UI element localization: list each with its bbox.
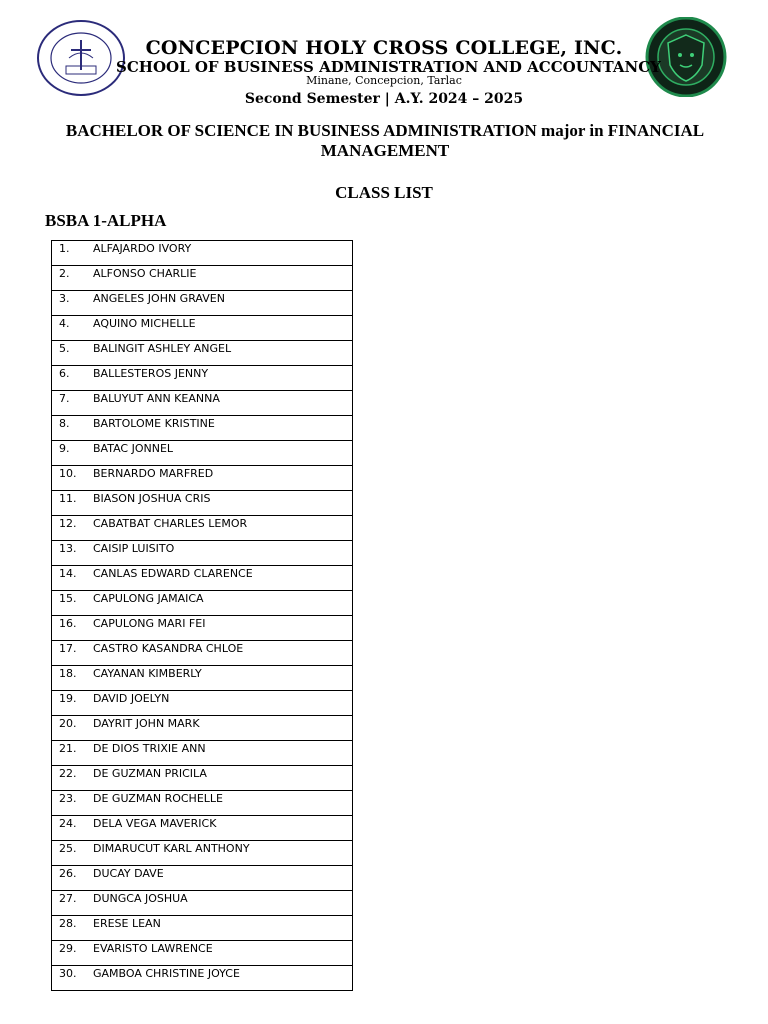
table-row (52, 566, 353, 591)
college-name: CONCEPCION HOLY CROSS COLLEGE, INC. (145, 37, 623, 59)
student-number: 30. (59, 967, 77, 980)
table-row (52, 241, 353, 266)
student-cell (52, 691, 353, 716)
student-cell (52, 316, 353, 341)
student-name: CAYANAN KIMBERLY (93, 667, 202, 680)
student-cell (52, 966, 353, 991)
student-number: 9. (59, 442, 70, 455)
student-name: CABATBAT CHARLES LEMOR (93, 517, 248, 530)
table-row (52, 866, 353, 891)
document-title: CLASS LIST (335, 183, 433, 202)
table-row (52, 366, 353, 391)
student-name: CANLAS EDWARD CLARENCE (93, 567, 253, 580)
table-row (52, 541, 353, 566)
table-row (52, 916, 353, 941)
student-cell (52, 841, 353, 866)
student-number: 5. (59, 342, 70, 355)
student-number: 8. (59, 417, 70, 430)
student-name: DE GUZMAN PRICILA (93, 767, 207, 780)
student-cell (52, 916, 353, 941)
student-cell (52, 291, 353, 316)
student-cell (52, 766, 353, 791)
student-cell (52, 266, 353, 291)
program-title: BACHELOR OF SCIENCE IN BUSINESS ADMINISTRATION major in FINANCIAL MANAGEMENT (65, 121, 705, 160)
table-row (52, 466, 353, 491)
table-row (52, 816, 353, 841)
student-number: 2. (59, 267, 70, 280)
student-name: CAPULONG MARI FEI (93, 617, 206, 630)
student-cell (52, 566, 353, 591)
table-row (52, 591, 353, 616)
student-number: 4. (59, 317, 70, 330)
student-cell (52, 716, 353, 741)
student-cell (52, 466, 353, 491)
student-name: DUNGCA JOSHUA (93, 892, 188, 905)
semester-term: Second Semester | A.Y. 2024 – 2025 (244, 91, 524, 107)
student-name: EVARISTO LAWRENCE (93, 942, 213, 955)
student-cell (52, 941, 353, 966)
student-number: 26. (59, 867, 77, 880)
student-name: CAPULONG JAMAICA (93, 592, 204, 605)
student-name: ALFONSO CHARLIE (93, 267, 197, 280)
student-name: BALUYUT ANN KEANNA (93, 392, 220, 405)
table-row (52, 966, 353, 991)
table-row (52, 641, 353, 666)
student-number: 23. (59, 792, 77, 805)
student-number: 16. (59, 617, 77, 630)
student-name: ALFAJARDO IVORY (93, 242, 192, 255)
student-cell (52, 816, 353, 841)
student-cell (52, 866, 353, 891)
student-number: 20. (59, 717, 77, 730)
student-number: 7. (59, 392, 70, 405)
student-cell (52, 491, 353, 516)
student-number: 27. (59, 892, 77, 905)
student-cell (52, 666, 353, 691)
student-number: 14. (59, 567, 77, 580)
section-name: BSBA 1-ALPHA (45, 211, 167, 230)
student-number: 1. (59, 242, 70, 255)
table-row (52, 316, 353, 341)
table-row (52, 666, 353, 691)
student-number: 13. (59, 542, 77, 555)
student-cell (52, 391, 353, 416)
student-number: 15. (59, 592, 77, 605)
student-name: DE DIOS TRIXIE ANN (93, 742, 206, 755)
student-name: DAYRIT JOHN MARK (93, 717, 200, 730)
student-cell (52, 891, 353, 916)
student-number: 29. (59, 942, 77, 955)
student-cell (52, 441, 353, 466)
student-cell (52, 791, 353, 816)
student-number: 22. (59, 767, 77, 780)
student-name: DAVID JOELYN (93, 692, 170, 705)
table-row (52, 391, 353, 416)
table-row (52, 791, 353, 816)
student-number: 10. (59, 467, 77, 480)
student-cell (52, 341, 353, 366)
student-number: 28. (59, 917, 77, 930)
table-row (52, 741, 353, 766)
table-row (52, 491, 353, 516)
student-name: BALINGIT ASHLEY ANGEL (93, 342, 232, 355)
student-cell (52, 241, 353, 266)
student-name: ERESE LEAN (93, 917, 161, 930)
student-name: DELA VEGA MAVERICK (93, 817, 217, 830)
student-name: BATAC JONNEL (93, 442, 174, 455)
table-row (52, 716, 353, 741)
college-address: Minane, Concepcion, Tarlac (306, 74, 462, 87)
student-cell (52, 541, 353, 566)
table-row (52, 891, 353, 916)
student-number: 17. (59, 642, 77, 655)
student-name: DIMARUCUT KARL ANTHONY (93, 842, 250, 855)
table-row (52, 266, 353, 291)
student-name: CASTRO KASANDRA CHLOE (93, 642, 244, 655)
student-name: BALLESTEROS JENNY (93, 367, 209, 380)
table-row (52, 416, 353, 441)
student-name: ANGELES JOHN GRAVEN (93, 292, 225, 305)
student-cell (52, 366, 353, 391)
student-name: BARTOLOME KRISTINE (93, 417, 215, 430)
student-number: 19. (59, 692, 77, 705)
student-number: 25. (59, 842, 77, 855)
student-cell (52, 616, 353, 641)
table-row (52, 291, 353, 316)
table-row (52, 441, 353, 466)
student-number: 11. (59, 492, 77, 505)
student-name: BERNARDO MARFRED (93, 467, 214, 480)
table-row (52, 516, 353, 541)
class-list-table (51, 240, 353, 991)
student-name: CAISIP LUISITO (93, 542, 175, 555)
student-cell (52, 591, 353, 616)
table-row (52, 341, 353, 366)
student-name: GAMBOA CHRISTINE JOYCE (93, 967, 240, 980)
student-number: 21. (59, 742, 77, 755)
student-number: 12. (59, 517, 77, 530)
school-name: SCHOOL OF BUSINESS ADMINISTRATION AND ACCOUNTANCY (116, 58, 661, 76)
student-cell (52, 416, 353, 441)
student-cell (52, 741, 353, 766)
student-number: 3. (59, 292, 70, 305)
table-row (52, 941, 353, 966)
student-cell (52, 516, 353, 541)
student-number: 24. (59, 817, 77, 830)
student-number: 6. (59, 367, 70, 380)
table-row (52, 841, 353, 866)
student-name: AQUINO MICHELLE (93, 317, 196, 330)
student-number: 18. (59, 667, 77, 680)
table-row (52, 616, 353, 641)
student-cell (52, 641, 353, 666)
student-name: DUCAY DAVE (93, 867, 164, 880)
student-name: DE GUZMAN ROCHELLE (93, 792, 223, 805)
table-row (52, 691, 353, 716)
table-row (52, 766, 353, 791)
student-name: BIASON JOSHUA CRIS (93, 492, 211, 505)
